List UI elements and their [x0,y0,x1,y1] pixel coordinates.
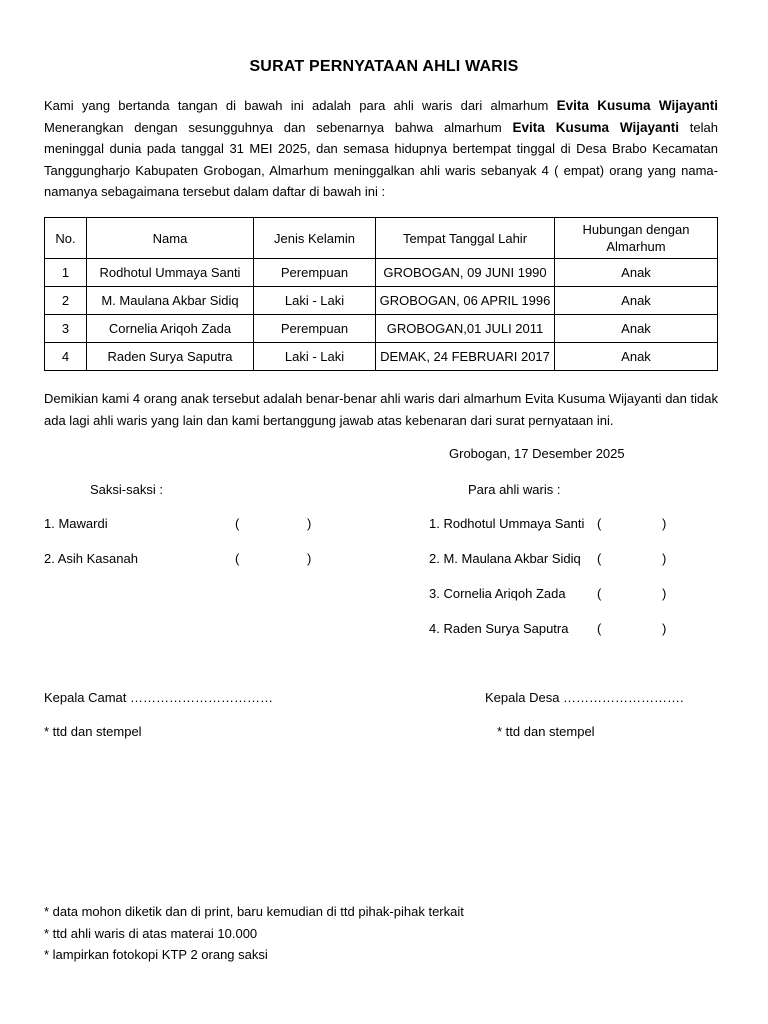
heir-sign-name: 1. Rodhotul Ummaya Santi [429,516,585,531]
cell-no: 4 [45,343,87,371]
intro-text: Kami yang bertanda tangan di bawah ini adalah para ahli waris dari almarhum [44,98,549,113]
cell-no: 2 [45,287,87,315]
ttd-stempel-desa: * ttd dan stempel [497,724,595,739]
signature-paren-open: ( [597,516,602,531]
cell-relation: Anak [555,287,718,315]
cell-relation: Anak [555,259,718,287]
signature-paren-open: ( [597,621,602,636]
table-header-row [45,218,718,259]
col-header-birth: Tempat Tanggal Lahir [376,218,555,259]
cell-name: M. Maulana Akbar Sidiq [87,287,254,315]
cell-relation: Anak [555,315,718,343]
signature-paren-open: ( [597,551,602,566]
signature-paren-close: ) [307,516,312,531]
signature-paren-close: ) [662,516,667,531]
witnesses-heading: Saksi-saksi : [90,482,163,497]
cell-name: Cornelia Ariqoh Zada [87,315,254,343]
intro-line-2 [44,117,718,139]
cell-name: Raden Surya Saputra [87,343,254,371]
witness-name: 1. Mawardi [44,516,108,531]
intro-paragraph [44,95,718,203]
signature-paren-open: ( [597,586,602,601]
cell-no: 3 [45,315,87,343]
document-title: SURAT PERNYATAAN AHLI WARIS [249,58,519,75]
intro-line-1 [44,95,718,117]
table-row [45,315,718,343]
cell-name: Rodhotul Ummaya Santi [87,259,254,287]
note-item: * lampirkan fotokopi KTP 2 orang saksi [44,947,268,962]
note-item: * data mohon diketik dan di print, baru kemudian di ttd pihak-pihak terkait [44,904,464,919]
signature-paren-open: ( [235,551,240,566]
deceased-name: Evita Kusuma Wijayanti [512,119,680,135]
table-row [45,343,718,371]
cell-birth: GROBOGAN,01 JULI 2011 [376,315,555,343]
witness-name: 2. Asih Kasanah [44,551,138,566]
signature-paren-close: ) [662,551,667,566]
signature-paren-close: ) [662,586,667,601]
cell-no: 1 [45,259,87,287]
table-row [45,259,718,287]
heirs-sign-heading: Para ahli waris : [468,482,561,497]
cell-gender: Laki - Laki [254,287,376,315]
intro-text: telah [689,119,718,135]
col-header-relation: Hubungan dengan Almarhum [555,218,718,259]
kepala-desa-line: Kepala Desa ………………………. [485,690,684,705]
cell-gender: Perempuan [254,259,376,287]
ttd-stempel-camat: * ttd dan stempel [44,724,142,739]
heirs-table [44,217,718,371]
col-header-gender: Jenis Kelamin [254,218,376,259]
kepala-camat-line: Kepala Camat …………………………… [44,690,273,705]
intro-rest: meninggal dunia pada tanggal 31 MEI 2025, dan semasa hidupnya bertempat tinggal di Desa Brabo Kecamatan Tanggungharjo Kabupaten Grobogan, Almarhum meninggalkan ahli waris sebanyak 4 ( empat) orang yang nama-namanya sebagaimana tersebut dalam daftar di bawah ini : [44,141,718,199]
deceased-name: Evita Kusuma Wijayanti [556,98,718,113]
heir-sign-name: 2. M. Maulana Akbar Sidiq [429,551,581,566]
table-row [45,287,718,315]
cell-birth: GROBOGAN, 06 APRIL 1996 [376,287,555,315]
cell-birth: GROBOGAN, 09 JUNI 1990 [376,259,555,287]
cell-gender: Perempuan [254,315,376,343]
cell-birth: DEMAK, 24 FEBRUARI 2017 [376,343,555,371]
signature-paren-open: ( [235,516,240,531]
closing-paragraph: Demikian kami 4 orang anak tersebut adalah benar-benar ahli waris dari almarhum Evita Kusuma Wijayanti dan tidak ada lagi ahli waris yang lain dan kami bertanggung jawab atas kebenaran dari surat pernyataan ini. [44,391,718,428]
col-header-no: No. [45,218,87,259]
signature-paren-close: ) [307,551,312,566]
signature-paren-close: ) [662,621,667,636]
place-date: Grobogan, 17 Desember 2025 [449,446,625,461]
cell-gender: Laki - Laki [254,343,376,371]
cell-relation: Anak [555,343,718,371]
heir-sign-name: 3. Cornelia Ariqoh Zada [429,586,566,601]
heir-sign-name: 4. Raden Surya Saputra [429,621,569,636]
intro-text: Menerangkan dengan sesungguhnya dan sebenarnya bahwa almarhum [44,119,502,135]
col-header-name: Nama [87,218,254,259]
note-item: * ttd ahli waris di atas materai 10.000 [44,926,258,941]
